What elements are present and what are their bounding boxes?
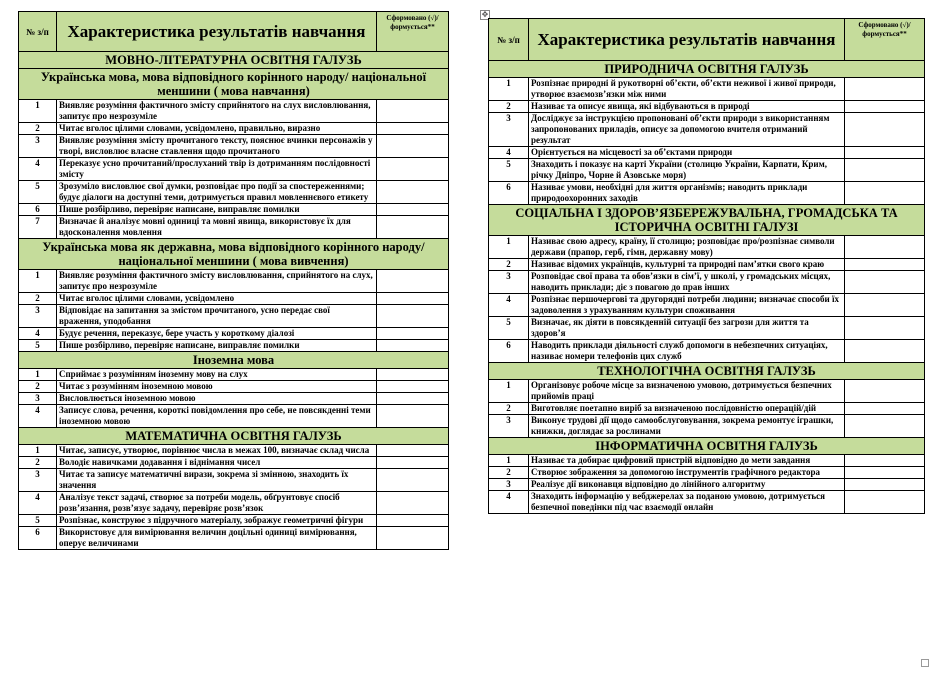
item-number: 5 [19, 340, 57, 352]
table-row [489, 491, 925, 514]
item-text: Створює зображення за допомогою інструментів графічного редактора [529, 467, 845, 479]
table-row [19, 381, 449, 393]
item-number: 3 [19, 305, 57, 328]
item-text: Читає, записує, утворює, порівнює числа в межах 100, визначає склад числа [57, 445, 377, 457]
item-number: 2 [19, 381, 57, 393]
status-cell[interactable] [845, 294, 925, 317]
item-text: Аналізує текст задачі, створює за потреби модель, обґрунтовує спосіб розв’язання, розв’язує задачу, перевіряє розв’язок [57, 492, 377, 515]
right-criteria-table [488, 18, 925, 514]
section-title: МАТЕМАТИЧНА ОСВІТНЯ ГАЛУЗЬ [19, 428, 449, 445]
status-cell[interactable] [845, 455, 925, 467]
item-text: Виготовляє поетапно виріб за визначеною послідовністю операцій/дій [529, 403, 845, 415]
table-row [489, 340, 925, 363]
status-cell[interactable] [845, 182, 925, 205]
table-header-row [489, 19, 925, 61]
status-cell[interactable] [845, 340, 925, 363]
status-cell[interactable] [845, 147, 925, 159]
table-row [19, 181, 449, 204]
item-text: Зрозуміло висловлює свої думки, розповідає про події за спостереженнями; будує діалоги на доступні теми, дотримується правил мовленнєвого етикету [57, 181, 377, 204]
item-number: 4 [19, 158, 57, 181]
status-cell[interactable] [845, 259, 925, 271]
item-text: Виявляє розуміння фактичного змісту висловлювання, сприйнятого на слух, запитує про незрозуміле [57, 270, 377, 293]
item-number: 6 [489, 340, 529, 363]
right-table-body [489, 19, 925, 514]
status-column-header: Сформовано (√)/ формується** [845, 19, 925, 61]
status-cell[interactable] [845, 317, 925, 340]
status-cell[interactable] [377, 457, 449, 469]
left-table-body [19, 12, 449, 550]
item-number: 4 [19, 328, 57, 340]
table-header-row [19, 12, 449, 52]
item-number: 2 [19, 123, 57, 135]
item-text: Розпізнає першочергові та другорядні потреби людини; визначає способи їх задоволення з урахуванням культури споживання [529, 294, 845, 317]
table-row [19, 492, 449, 515]
table-row [19, 293, 449, 305]
status-cell[interactable] [377, 123, 449, 135]
item-number: 1 [489, 455, 529, 467]
item-text: Визначає й аналізує мовні одиниці та мовні явища, використовує їх для вдосконалення мовлення [57, 216, 377, 239]
item-text: Наводить приклади діяльності служб допомоги в небезпечних ситуаціях, називає номери телефонів цих служб [529, 340, 845, 363]
table-row [489, 147, 925, 159]
table-row [489, 403, 925, 415]
section-title: ТЕХНОЛОГІЧНА ОСВІТНЯ ГАЛУЗЬ [489, 363, 925, 380]
item-number: 1 [489, 78, 529, 101]
status-cell[interactable] [377, 405, 449, 428]
item-number: 4 [489, 294, 529, 317]
item-text: Висловлюється іноземною мовою [57, 393, 377, 405]
table-row [19, 457, 449, 469]
item-number: 1 [19, 100, 57, 123]
section-mathematics [19, 428, 449, 445]
table-row [19, 216, 449, 239]
status-cell[interactable] [845, 113, 925, 147]
item-number: 7 [19, 216, 57, 239]
item-text: Записує слова, речення, короткі повідомлення про себе, не повсякденні теми іноземною мовою [57, 405, 377, 428]
table-row [19, 204, 449, 216]
section-social-health-civic [489, 205, 925, 236]
item-number: 3 [19, 469, 57, 492]
item-text: Орієнтується на місцевості за об’єктами природи [529, 147, 845, 159]
status-cell[interactable] [377, 100, 449, 123]
table-resize-handle[interactable] [921, 659, 929, 667]
status-cell[interactable] [377, 328, 449, 340]
table-row [489, 415, 925, 438]
table-row [19, 369, 449, 381]
item-text: Пише розбірливо, перевіряє написане, виправляє помилки [57, 340, 377, 352]
status-cell[interactable] [845, 479, 925, 491]
status-cell[interactable] [377, 515, 449, 527]
item-number: 3 [489, 415, 529, 438]
item-number: 3 [19, 393, 57, 405]
section-language-literature [19, 52, 449, 69]
item-number: 1 [19, 369, 57, 381]
left-criteria-table [18, 11, 449, 550]
item-number: 5 [19, 181, 57, 204]
section-title: Українська мова, мова відповідного корінного народу/ національної меншини ( мова навчання) [19, 69, 449, 100]
item-text: Читає з розумінням іноземною мовою [57, 381, 377, 393]
item-number: 3 [489, 479, 529, 491]
table-row [19, 305, 449, 328]
item-text: Виявляє розуміння змісту прочитаного тексту, пояснює вчинки персонажів у творі, висловлює власне ставлення щодо прочитаного [57, 135, 377, 158]
table-row [19, 445, 449, 457]
table-row [489, 317, 925, 340]
status-cell[interactable] [377, 181, 449, 204]
item-number: 3 [489, 271, 529, 294]
item-number: 1 [489, 380, 529, 403]
item-text: Називає умови, необхідні для життя організмів; наводить приклади природоохоронних заходів [529, 182, 845, 205]
item-text: Переказує усно прочитаний/прослуханий твір із дотриманням послідовності змісту [57, 158, 377, 181]
item-text: Розпізнає, конструює з підручного матеріалу, зображує геометричні фігури [57, 515, 377, 527]
number-column-header: № з/п [489, 19, 529, 61]
item-text: Знаходить інформацію у вебджерелах за поданою умовою, дотримується безпечної поведінки під час взаємодії онлайн [529, 491, 845, 514]
section-title: ПРИРОДНИЧА ОСВІТНЯ ГАЛУЗЬ [489, 61, 925, 78]
status-cell[interactable] [845, 380, 925, 403]
item-text: Визначає, як діяти в повсякденній ситуації без загрози для життя та здоров’я [529, 317, 845, 340]
item-text: Пише розбірливо, перевіряє написане, виправляє помилки [57, 204, 377, 216]
table-row [19, 515, 449, 527]
item-text: Читає та записує математичні вирази, зокрема зі змінною, знаходить їх значення [57, 469, 377, 492]
status-cell[interactable] [845, 101, 925, 113]
section-title: ІНФОРМАТИЧНА ОСВІТНЯ ГАЛУЗЬ [489, 438, 925, 455]
item-text: Володіє навичками додавання і віднімання чисел [57, 457, 377, 469]
table-row [489, 78, 925, 101]
item-number: 2 [489, 259, 529, 271]
table-row [19, 469, 449, 492]
status-cell[interactable] [377, 204, 449, 216]
table-row [19, 158, 449, 181]
status-cell[interactable] [377, 158, 449, 181]
item-text: Розпізнає природні й рукотворні об’єкти, об’єкти неживої і живої природи, утворює взаємозв’язки між ними [529, 78, 845, 101]
title-column-header: Характеристика результатів навчання [57, 12, 377, 52]
status-cell[interactable] [845, 491, 925, 514]
item-number: 1 [489, 236, 529, 259]
item-number: 3 [489, 113, 529, 147]
table-row [19, 393, 449, 405]
table-row [489, 294, 925, 317]
item-text: Розповідає свої права та обов’язки в сім’ї, у школі, у громадських місцях, наводить приклади; діє з повагою до прав інших [529, 271, 845, 294]
table-row [489, 259, 925, 271]
section-title: МОВНО-ЛІТЕРАТУРНА ОСВІТНЯ ГАЛУЗЬ [19, 52, 449, 69]
item-number: 6 [489, 182, 529, 205]
item-text: Знаходить і показує на карті України (столицю України, Карпати, Крим, річку Дніпро, Чорне й Азовське моря) [529, 159, 845, 182]
section-natural-science [489, 61, 925, 78]
item-text: Називає відомих українців, культурні та природні пам’ятки свого краю [529, 259, 845, 271]
item-number: 4 [489, 491, 529, 514]
status-cell[interactable] [377, 445, 449, 457]
item-text: Досліджує за інструкцією пропоновані об’єкти природи з використанням запропонованих приладів, описує за допомогою вчителя отриманий результат [529, 113, 845, 147]
table-row [489, 380, 925, 403]
item-number: 6 [19, 527, 57, 550]
table-row [19, 135, 449, 158]
table-row [489, 467, 925, 479]
status-cell[interactable] [377, 381, 449, 393]
item-text: Називає та добирає цифровий пристрій відповідно до мети завдання [529, 455, 845, 467]
subsection-foreign-language [19, 352, 449, 369]
status-cell[interactable] [845, 159, 925, 182]
table-row [489, 101, 925, 113]
table-row [19, 270, 449, 293]
section-title: Іноземна мова [19, 352, 449, 369]
section-title: Українська мова як державна, мова відповідного корінного народу/ національної меншини ( мова вивчення) [19, 239, 449, 270]
status-cell[interactable] [377, 293, 449, 305]
item-number: 2 [489, 101, 529, 113]
section-title: СОЦІАЛЬНА І ЗДОРОВ’ЯЗБЕРЕЖУВАЛЬНА, ГРОМАДСЬКА ТА ІСТОРИЧНА ОСВІТНІ ГАЛУЗІ [489, 205, 925, 236]
item-number: 5 [19, 515, 57, 527]
item-number: 1 [19, 270, 57, 293]
item-text: Називає свою адресу, країну, її столицю; розповідає про/розпізнає символи держави (прапор, герб, гімн, державну мову) [529, 236, 845, 259]
item-text: Використовує для вимірювання величин доцільні одиниці вимірювання, оперує величинами [57, 527, 377, 550]
status-cell[interactable] [377, 492, 449, 515]
table-row [489, 271, 925, 294]
table-row [19, 340, 449, 352]
right-page [472, 0, 939, 677]
status-cell[interactable] [377, 270, 449, 293]
item-number: 4 [489, 147, 529, 159]
subsection-ukrainian-state [19, 239, 449, 270]
status-cell[interactable] [377, 135, 449, 158]
item-number: 4 [19, 492, 57, 515]
item-number: 2 [19, 457, 57, 469]
item-text: Виконує трудові дії щодо самообслуговування, зокрема ремонтує іграшки, книжки, доглядає за рослинами [529, 415, 845, 438]
item-text: Будує речення, переказує, бере участь у короткому діалозі [57, 328, 377, 340]
item-number: 1 [19, 445, 57, 457]
table-row [19, 328, 449, 340]
table-row [19, 527, 449, 550]
table-row [19, 123, 449, 135]
table-row [489, 455, 925, 467]
item-text: Виявляє розуміння фактичного змісту сприйнятого на слух висловлювання, запитує про незрозуміле [57, 100, 377, 123]
item-text: Називає та описує явища, які відбуваються в природі [529, 101, 845, 113]
table-row [489, 236, 925, 259]
status-cell[interactable] [845, 415, 925, 438]
item-text: Відповідає на запитання за змістом прочитаного, усно передає свої враження, уподобання [57, 305, 377, 328]
table-row [489, 159, 925, 182]
table-row [19, 405, 449, 428]
status-cell[interactable] [377, 527, 449, 550]
item-number: 3 [19, 135, 57, 158]
table-row [489, 479, 925, 491]
title-column-header: Характеристика результатів навчання [529, 19, 845, 61]
status-cell[interactable] [845, 403, 925, 415]
table-row [489, 113, 925, 147]
item-number: 5 [489, 159, 529, 182]
status-column-header: Сформовано (√)/ формується** [377, 12, 449, 52]
number-column-header: № з/п [19, 12, 57, 52]
section-informatics [489, 438, 925, 455]
table-row [19, 100, 449, 123]
status-cell[interactable] [845, 271, 925, 294]
status-cell[interactable] [377, 393, 449, 405]
item-number: 5 [489, 317, 529, 340]
status-cell[interactable] [845, 236, 925, 259]
item-text: Читає вголос цілими словами, усвідомлено [57, 293, 377, 305]
subsection-ukrainian-instruction [19, 69, 449, 100]
status-cell[interactable] [845, 78, 925, 101]
item-text: Реалізує дії виконавця відповідно до лінійного алгоритму [529, 479, 845, 491]
status-cell[interactable] [377, 305, 449, 328]
status-cell[interactable] [377, 340, 449, 352]
item-number: 2 [19, 293, 57, 305]
table-move-handle-icon[interactable]: ✥ [481, 10, 489, 19]
item-text: Організовує робоче місце за визначеною умовою, дотримується безпечних прийомів праці [529, 380, 845, 403]
item-number: 6 [19, 204, 57, 216]
table-row [489, 182, 925, 205]
item-text: Сприймає з розумінням іноземну мову на слух [57, 369, 377, 381]
status-cell[interactable] [377, 469, 449, 492]
item-number: 4 [19, 405, 57, 428]
status-cell[interactable] [377, 216, 449, 239]
item-number: 2 [489, 403, 529, 415]
item-number: 2 [489, 467, 529, 479]
section-technology [489, 363, 925, 380]
status-cell[interactable] [845, 467, 925, 479]
status-cell[interactable] [377, 369, 449, 381]
item-text: Читає вголос цілими словами, усвідомлено, правильно, виразно [57, 123, 377, 135]
